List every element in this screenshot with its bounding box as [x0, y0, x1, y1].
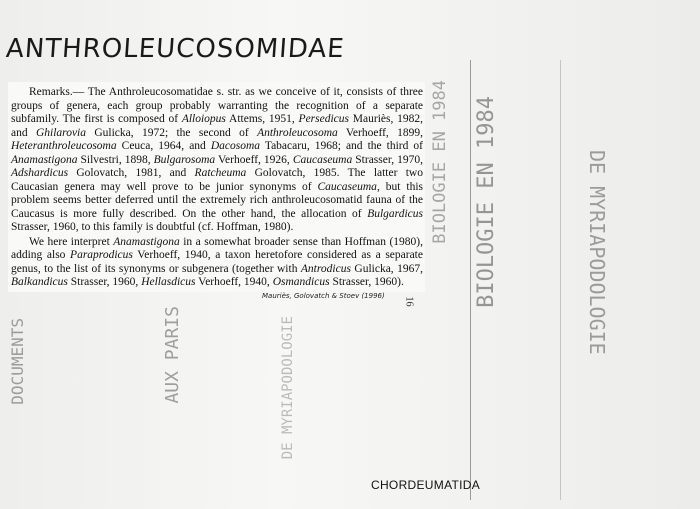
text-run: Verhoeff, 1899,: [337, 126, 424, 139]
text-run: Golovatch, 1985. The latter two Caucasian genera may well prove to be junior synonyms of: [11, 167, 423, 193]
text-run: Strasser, 1960).: [329, 276, 404, 288]
text-run: Gulicka, 1967,: [350, 262, 423, 275]
text-run: Gulicka, 1972; the second of: [86, 126, 258, 139]
text-run: Golovatch, 1981, and: [68, 167, 195, 179]
genus-name: Balkandicus: [11, 276, 68, 288]
text-run: , but this problem seems better deferred until the extremely rich anthroleucosomatid fauna of the Caucasus is more fully described. On the other hand, the allocation of: [11, 180, 423, 220]
bleed-through-text: DE MYRIAPODOLOGIE: [585, 150, 609, 355]
text-run: Strasser, 1960, to this family is doubtful (cf. Hoffman, 1980).: [11, 221, 294, 233]
page-number: 16: [403, 296, 415, 307]
genus-name: Adshardicus: [11, 167, 69, 179]
text-run: Attems, 1951,: [225, 113, 299, 125]
handwritten-title: ANTHROLEUCOSOMIDAE: [4, 34, 346, 64]
text-run: Verhoeff, 1940, a taxon heretofore considered as a separate genus, to the list of its synonyms or subgenera (together with: [11, 249, 423, 275]
bleed-through-text: BIOLOGIE EN 1984: [430, 80, 450, 244]
genus-name: Osmandicus: [272, 276, 330, 288]
genus-name: Paraprodicus: [70, 249, 133, 261]
genus-name: Ghilarovia: [35, 126, 86, 139]
scan-edge-line: [470, 60, 471, 500]
genus-name: Anamastigona: [11, 153, 78, 166]
text-run: Mauriès, 1982, and: [11, 113, 423, 139]
genus-name: Heteranthroleucosoma: [11, 140, 117, 152]
genus-name: Caucaseuma: [292, 153, 353, 166]
bleed-through-text: AUX PARIS: [162, 306, 183, 404]
interpretation-paragraph: [11, 236, 423, 290]
genus-name: Antrodicus: [300, 262, 351, 275]
genus-name: Alloiopus: [181, 113, 226, 125]
text-run: Verhoeff, 1940,: [195, 276, 273, 288]
text-run: We here interpret: [29, 235, 114, 248]
genus-name: Dacosoma: [210, 140, 261, 152]
section-label: CHORDEUMATIDA: [371, 478, 481, 492]
remarks-text-block: [8, 82, 425, 292]
bleed-through-text: DE MYRIAPODOLOGIE: [280, 316, 296, 460]
handwritten-citation-note: Mauriès, Golovatch & Stoev (1996): [262, 292, 385, 300]
text-run: Tabacaru, 1968; and the third of: [260, 140, 423, 152]
remarks-paragraph: [11, 86, 423, 235]
text-run: Remarks.— The Anthroleucosomatidae s. str. as we conceive of it, consists of three groups of genera, each group probably warranting the recognition of a separate subfamily. The first is composed of: [11, 86, 423, 125]
genus-name: Bulgarosoma: [153, 153, 216, 166]
genus-name: Anthroleucosoma: [257, 126, 338, 139]
text-run: Strasser, 1960,: [67, 276, 142, 288]
text-run: Strasser, 1970,: [352, 153, 423, 166]
bleed-through-text: DOCUMENTS: [8, 318, 27, 405]
genus-name: Bulgardicus: [367, 207, 423, 220]
text-run: in a somewhat broader sense than Hoffman (1980), adding also: [11, 235, 423, 261]
text-run: Verhoeff, 1926,: [215, 153, 293, 166]
genus-name: Persedicus: [298, 113, 350, 125]
genus-name: Caucaseuma: [317, 180, 377, 193]
bleed-through-text: BIOLOGIE EN 1984: [474, 96, 499, 308]
text-run: Ceuca, 1964, and: [116, 140, 211, 152]
genus-name: Hellasdicus: [141, 276, 196, 288]
text-run: Silvestri, 1898,: [77, 153, 154, 166]
scan-edge-line: [560, 60, 561, 500]
genus-name: Ratcheuma: [194, 167, 247, 179]
genus-name: Anamastigona: [113, 235, 180, 248]
